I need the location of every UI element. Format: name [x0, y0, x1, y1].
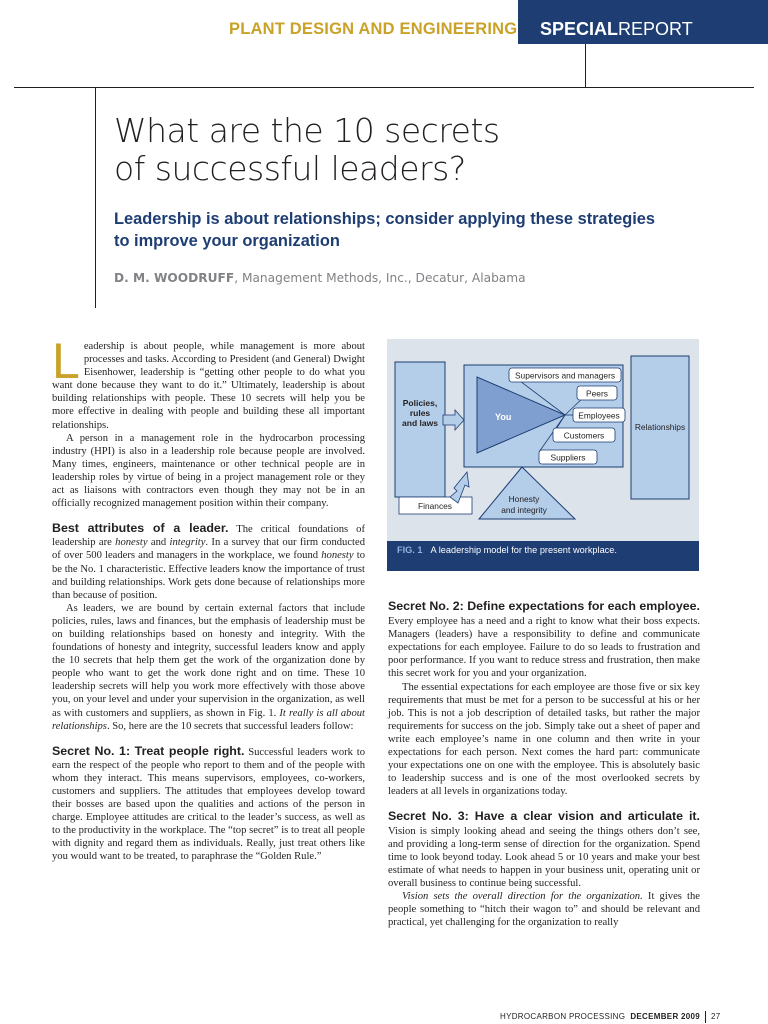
special-report-banner — [518, 0, 768, 44]
paragraph-intro-text: eadership is about people, while management is more about processes and tasks. According to President (and General) Dwight Eisenhower, leadership is “getting other people to do what you want done because they want to do it.” Ultimately, leadership is about building relationships with people. These 10 secrets will help you be more effective in dealing with people and building these all important relationships. — [52, 341, 365, 431]
label-suppliers: Suppliers — [550, 452, 586, 463]
paragraph-essential-expectations: The essential expectations for each employee are those five or six key requirements that must be met for a person to be successful at his or her job. This is not a job description of detailed tasks, but rather the major requirements for success on the job. Simply take out a sheet of paper and write each employee’s name in one column and then write in your expectations for each person. Next comes the hard part: communicate your expectations one on one with the employee. This is absolutely basic to leadership success and is one of the most overlooked secrets by leaders at all levels in organizations today. — [388, 681, 700, 798]
you-label: You — [495, 412, 512, 422]
body-column-left — [52, 333, 366, 864]
best-attributes-text-1: The critical foundations of leadership are — [52, 524, 365, 549]
figure-1 — [387, 339, 699, 571]
paragraph-secret-1 — [52, 745, 365, 864]
italic-honesty-2: honesty — [321, 550, 354, 562]
leadership-model-diagram — [387, 339, 699, 571]
deck-line-1: Leadership is about relationships; consider applying these strategies — [114, 210, 656, 228]
italic-vision: Vision sets the overall direction for the organization. — [402, 890, 643, 902]
best-attributes-text-2: . In a survey that our firm conducted of over 500 leaders and managers in the workplace, we found — [52, 537, 366, 562]
author-name: D. M. WOODRUFF — [114, 271, 235, 285]
paragraph-vision — [388, 890, 700, 929]
leaders-bound-end: . So, here are the 10 secrets that successful leaders follow: — [106, 720, 354, 732]
italic-relationships: It really is all about relationships — [52, 707, 366, 732]
label-customers: Customers — [563, 430, 605, 441]
title-line-2: of successful leaders? — [114, 149, 466, 188]
deck-line-2: to improve your organization — [114, 232, 340, 250]
label-supervisors: Supervisors and managers — [514, 370, 616, 381]
footer-publication: HYDROCARBON PROCESSING — [500, 1012, 626, 1022]
footer-issue: DECEMBER 2009 — [630, 1012, 701, 1022]
section-label: PLANT DESIGN AND ENGINEERING — [229, 20, 518, 38]
secret-1-text: Successful leaders work to earn the respect of the people who report to them and of the people with whom they interact. This means supervisors, employees, co-workers, customers and suppliers. The attitudes that employees develop toward their bosses are based upon the qualities and actions of the person in charge. Employee attitudes are critical to the leader’s success, as well as to the productivity in the workplace. The “top secret” is to treat all people with dignity and regard them as individuals. Really, just treat others like you would want to be treated, to paraphrase the “Golden Rule.” — [52, 746, 365, 863]
best-attributes-and: and — [147, 537, 170, 549]
author-affiliation: , Management Methods, Inc., Decatur, Alabama — [234, 271, 526, 285]
report-label-bold: SPECIAL — [540, 19, 619, 39]
label-employees: Employees — [578, 410, 620, 421]
italic-honesty: honesty — [115, 537, 148, 549]
title-divider-vertical — [95, 88, 96, 308]
leaders-bound-text: As leaders, we are bound by certain external factors that include policies, rules, laws and finances, but the emphasis of leadership must be on building relationships based on honesty and integrity. With the foundations of honesty and integrity, successful leaders know and apply the 10 secrets that help them get the work of the organization done by people who want to get the work done right and on time. These 10 leadership secrets will help you work more effectively with those above you, on your level and under your supervision in the organization, as well as with customers and suppliers, as shown in Fig. 1. — [52, 602, 365, 719]
policies-label-1: Policies, — [402, 398, 438, 408]
body-column-right — [388, 600, 700, 929]
vision-text: It gives the people something to “hitch their wagon to” and should be relevant and practical, yet challenging for the organization to really — [388, 890, 700, 929]
honesty-label-1: Honesty — [508, 494, 540, 504]
finances-label: Finances — [418, 501, 452, 511]
subhead-secret-2: Secret No. 2: Define expectations for each employee. — [388, 599, 700, 613]
relationships-label: Relationships — [634, 422, 686, 432]
article-title — [114, 112, 674, 188]
title-line-1: What are the 10 secrets — [114, 111, 500, 150]
italic-integrity: integrity — [169, 537, 206, 549]
byline — [114, 271, 526, 285]
paragraph-secret-2: Every employee has a need and a right to know what their boss expects. Managers (leaders) have a responsibility to define and communicate expectations for each employee. Failure to do so leads to frustration and poor performance. If you want to reduce stress and frustration, then make this secret work for you and your organization. — [388, 616, 700, 680]
arrow-policies — [443, 410, 464, 430]
drop-cap: L — [52, 333, 80, 389]
best-attributes-text-3: to be the No. 1 characteristic. Effective leaders know the importance of trust and building relationships. Work gets done because of relationships more than because of position. — [52, 550, 365, 601]
header-divider-vertical — [585, 44, 586, 88]
paragraph-hpi: A person in a management role in the hydrocarbon processing industry (HPI) is also in a leadership role because people are involved. Many times, engineers, maintenance or other technical people are in leadership roles by virtue of being in a project management role or they act as liaisons with contractors even though they may not be in an officially recognized management position within their company. — [52, 432, 365, 510]
article-deck — [114, 208, 684, 252]
paragraph-secret-3 — [388, 810, 700, 890]
policies-box — [395, 362, 445, 497]
page-footer — [500, 1011, 721, 1023]
paragraph-leaders-bound — [52, 602, 365, 733]
paragraph-best-attributes — [52, 522, 365, 602]
footer-separator — [705, 1011, 706, 1023]
figure-number: FIG. 1 — [397, 545, 423, 555]
policies-label-3: and laws — [402, 418, 438, 428]
policies-label-2: rules — [409, 408, 431, 418]
subhead-secret-1: Secret No. 1: Treat people right. — [52, 743, 245, 758]
figure-caption — [387, 541, 699, 571]
secret-3-text: Vision is simply looking ahead and seeing the things others don’t see, and providing a long-term sense of direction for the organization. Spend time to look beyond today. Look ahead 5 or 10 years and make your best estimate of what needs to happen in your business unit, operating unit or overall business to continue being successful. — [388, 825, 700, 889]
page-number: 27 — [711, 1012, 721, 1022]
report-label-rest: REPORT — [618, 19, 693, 39]
header-divider-horizontal — [14, 87, 754, 88]
subhead-secret-3: Secret No. 3: Have a clear vision and articulate it. — [388, 809, 700, 824]
label-peers: Peers — [586, 388, 608, 399]
subhead-secret-2-line — [388, 600, 700, 614]
figure-caption-text: A leadership model for the present workplace. — [430, 545, 617, 555]
honesty-label-2: and integrity — [501, 505, 547, 515]
paragraph-intro — [52, 333, 365, 432]
subhead-best-attributes: Best attributes of a leader. — [52, 521, 229, 536]
